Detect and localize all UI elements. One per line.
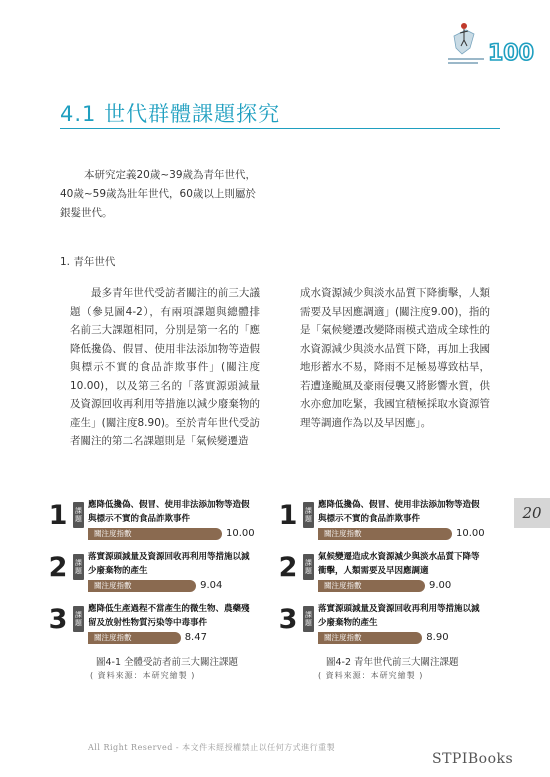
figure-4-1 (46, 498, 255, 654)
ranked-item (276, 550, 478, 602)
figure-4-2 (276, 498, 485, 654)
bar-label: 關注度指數 (324, 633, 362, 642)
topic-text: 氣候變遷造成水資源減少與淡水品質下降等衝擊，人類需要及早因應調適 (318, 552, 480, 576)
rank-number: 2 (48, 552, 68, 583)
figure-caption: 圖4-1 全體受訪者前三大關注課題 (96, 657, 239, 668)
score-value: 8.47 (184, 632, 207, 643)
topic-tag: 課題 (73, 606, 84, 632)
body-column-left: 最多青年世代受訪者關注的前三大議題（參見圖4-2），有兩項課題與總體排名前三大課題相同，分別是第一名的「應降低攙偽、假冒、使用非法添加物等造假與標示不實的食品詐欺事件」(關注度10.00)，以及第三名的「落實源頭減量及資源回收再利用等措施以減少廢棄物的產生」(關注度8.90)。至於青年世代受訪者關注的第二名課題則是「氣候變遷造 (70, 287, 260, 447)
ranked-item (46, 550, 248, 602)
figure-caption: 圖4-2 青年世代前三大關注課題 (326, 657, 459, 668)
ranked-item (276, 498, 485, 550)
score-value: 10.00 (226, 528, 255, 539)
bar-label: 關注度指數 (324, 581, 362, 590)
topic-tag: 課題 (73, 502, 84, 528)
score-value: 9.04 (200, 580, 223, 591)
intro-paragraph: 本研究定義20歲~39歲為青年世代，40歲~59歲為壯年世代，60歲以上則屬於銀髮世代。 (60, 169, 257, 219)
bar-label: 關注度指數 (94, 529, 132, 538)
score-value: 10.00 (456, 528, 485, 539)
ranked-item (46, 498, 255, 550)
rank-number: 3 (278, 604, 298, 635)
ranked-item (46, 602, 248, 654)
rank-number: 1 (278, 500, 298, 531)
score-value: 9.00 (429, 580, 452, 591)
page-number: 20 (514, 498, 550, 528)
topic-text: 落實源頭減量及資源回收再利用等措施以減少廢棄物的產生 (88, 552, 250, 576)
section-title-text: 4.1 世代群體課題探究 (60, 102, 281, 126)
topic-tag: 課題 (303, 502, 314, 528)
bar-label: 關注度指數 (94, 581, 132, 590)
topic-text: 應降低生產過程不當產生的微生物、農藥殘留及放射性物質污染等中毒事件 (88, 604, 250, 628)
sub-heading: 1. 青年世代 (60, 256, 116, 268)
brand-name: STPIBooks (432, 751, 514, 767)
topic-tag: 課題 (73, 554, 84, 580)
logo-graphic (440, 14, 534, 74)
topic-tag: 課題 (303, 606, 314, 632)
figure-source: ( 資料來源：本研究繪製 ) (318, 671, 424, 680)
bar-label: 關注度指數 (94, 633, 132, 642)
body-column-right: 成水資源減少與淡水品質下降衝擊，人類需要及早因應調適」(關注度9.00)，指的是「氣候變遷改變降雨模式造成全球性的水資源減少與淡水品質下降，再加上我國地形蓄水不易，降雨不足極易導致枯旱，若遭逢颱風及豪雨侵襲又將影響水質，供水亦愈加吃緊，我國宜積極採取水資源管理等調適作為以及早因應」。 (300, 287, 490, 429)
svg-text:100: 100 (488, 41, 534, 66)
rank-number: 3 (48, 604, 68, 635)
topic-text: 落實源頭減量及資源回收再利用等措施以減少廢棄物的產生 (318, 604, 480, 628)
copyright-footer: All Right Reserved - 本文件未經授權禁止以任何方式進行重製 (88, 743, 336, 752)
bar-label: 關注度指數 (324, 529, 362, 538)
rank-number: 1 (48, 500, 68, 531)
rank-number: 2 (278, 552, 298, 583)
score-value: 8.90 (426, 632, 449, 643)
topic-text: 應降低攙偽、假冒、使用非法添加物等造假與標示不實的食品詐欺事件 (318, 500, 480, 524)
section-title (60, 96, 500, 136)
ranked-item (276, 602, 478, 654)
topic-tag: 課題 (303, 554, 314, 580)
stpi-100-logo (440, 14, 534, 74)
figure-source: ( 資料來源：本研究繪製 ) (90, 671, 196, 680)
topic-text: 應降低攙偽、假冒、使用非法添加物等造假與標示不實的食品詐欺事件 (88, 500, 250, 524)
section-title-rule (60, 128, 500, 129)
